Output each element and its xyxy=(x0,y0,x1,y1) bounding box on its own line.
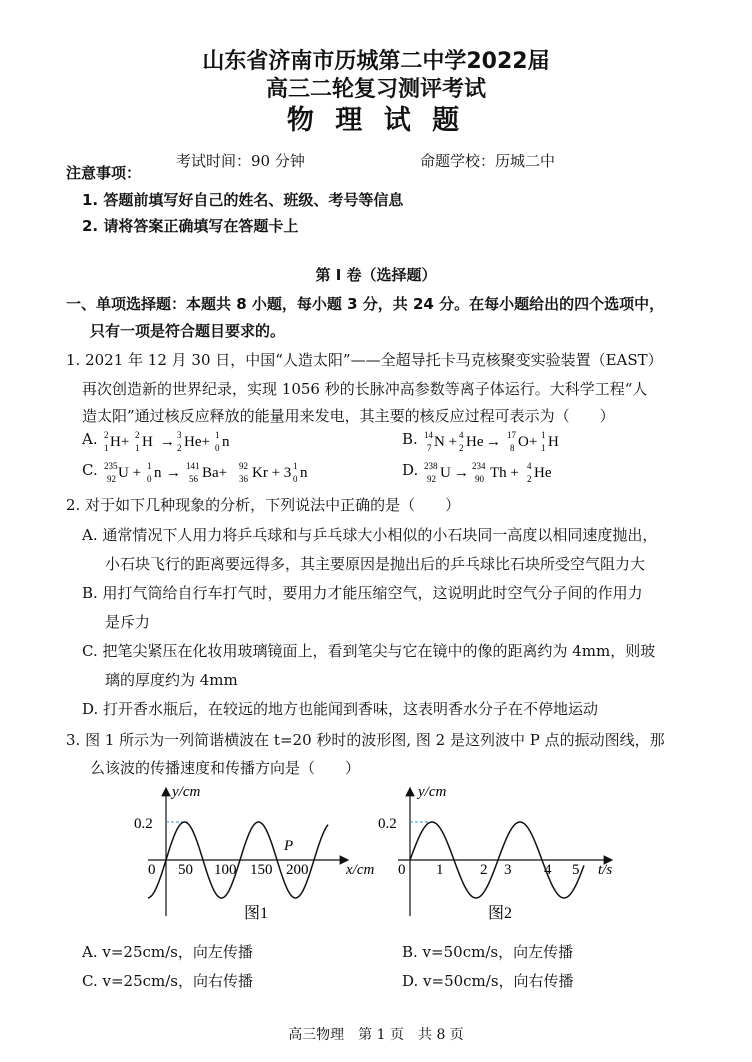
exam-time: 考试时间：90 分钟 xyxy=(176,152,305,170)
fig2-ylabel: y/cm xyxy=(418,784,447,800)
q1-stem-2: 再次创造新的世界纪录，实现 1056 秒的长脉冲高参数等离子体运行。大科学工程“人 xyxy=(82,380,648,398)
svg-text:1: 1 xyxy=(293,461,298,471)
svg-text:92: 92 xyxy=(107,474,116,484)
q3-option-a[interactable]: A. v=25cm/s，向左传播 xyxy=(82,943,253,961)
svg-text:O+: O+ xyxy=(518,434,538,450)
svg-text:→: → xyxy=(486,434,501,450)
subject-title: 物 理 试 题 xyxy=(286,105,466,136)
svg-text:U +: U + xyxy=(118,465,142,481)
q2-option-b-cont: 是斥力 xyxy=(105,613,151,631)
fig1-xlabel: x/cm xyxy=(346,862,375,878)
q3-option-c[interactable]: C. v=25cm/s，向右传播 xyxy=(82,972,253,990)
fig2-caption: 图2 xyxy=(488,905,513,922)
q3-stem: 3. 图 1 所示为一列简谐横波在 t=20 秒时的波形图, 图 2 是这列波中 P 点的振动图线，那 xyxy=(66,731,665,749)
fig1-tick-150: 150 xyxy=(250,862,273,878)
fig1-caption: 图1 xyxy=(244,905,269,922)
page-footer: 高三物理 第 1 页 共 8 页 xyxy=(288,1027,464,1043)
svg-text:0: 0 xyxy=(293,474,298,484)
svg-text:Kr + 3: Kr + 3 xyxy=(252,465,292,481)
q2-option-d[interactable]: D. 打开香水瓶后，在较远的地方也能闻到香味，这表明香水分子在不停地运动 xyxy=(82,700,599,718)
q1-option-b-label: B. xyxy=(402,430,418,448)
q1-option-b[interactable] xyxy=(402,430,418,448)
svg-text:H: H xyxy=(548,434,559,450)
svg-text:0: 0 xyxy=(147,474,152,484)
fig1-point-p: P xyxy=(284,838,294,854)
q3-stem-2: 么该波的传播速度和传播方向是（ ） xyxy=(90,759,361,777)
fig1-tick-200: 200 xyxy=(286,862,309,878)
svg-text:141: 141 xyxy=(186,461,200,471)
svg-text:1: 1 xyxy=(541,430,546,440)
q2-option-a-cont: 小石块飞行的距离要远得多，其主要原因是抛出后的乒乓球比石块所受空气阻力大 xyxy=(105,555,646,573)
svg-text:1: 1 xyxy=(147,461,152,471)
svg-text:36: 36 xyxy=(239,474,248,484)
svg-text:Th +: Th + xyxy=(490,465,519,481)
svg-text:2: 2 xyxy=(527,474,532,484)
svg-text:→: → xyxy=(160,434,175,450)
q1-option-c[interactable] xyxy=(82,461,98,479)
fig2-xlabel: t/s xyxy=(598,862,613,878)
fig1-ylabel: y/cm xyxy=(172,784,201,800)
svg-text:14: 14 xyxy=(424,430,433,440)
svg-text:He: He xyxy=(534,465,552,481)
figure-1-wave-graph xyxy=(128,776,398,936)
svg-text:235: 235 xyxy=(104,461,118,471)
svg-text:90: 90 xyxy=(475,474,484,484)
q3-option-d[interactable]: D. v=50cm/s，向右传播 xyxy=(402,972,574,990)
svg-text:3: 3 xyxy=(177,430,182,440)
svg-text:n: n xyxy=(154,465,162,481)
volume-heading: 第 I 卷（选择题） xyxy=(315,266,437,284)
q2-stem: 2. 对于如下几种现象的分析，下列说法中正确的是（ ） xyxy=(66,496,461,514)
svg-text:2: 2 xyxy=(459,443,464,453)
svg-text:238: 238 xyxy=(424,461,438,471)
svg-text:2: 2 xyxy=(135,430,140,440)
fig1-origin: 0 xyxy=(148,862,156,878)
q1-option-c-label: C. xyxy=(82,461,98,479)
svg-text:→: → xyxy=(166,465,181,481)
svg-text:56: 56 xyxy=(189,474,198,484)
svg-text:8: 8 xyxy=(510,443,515,453)
figure-2-vibration-graph xyxy=(376,776,626,936)
q1-stem: 1. 2021 年 12 月 30 日，中国“人造太阳”——全超导托卡马克核聚变实验装置（EAST） xyxy=(66,351,663,369)
q1-stem-3: 造太阳”通过核反应释放的能量用来发电，其主要的核反应过程可表示为（ ） xyxy=(82,407,615,425)
paper-title: 山东省济南市历城第二中学2022届 xyxy=(202,49,550,74)
svg-text:2: 2 xyxy=(177,443,182,453)
fig2-tick-3: 3 xyxy=(504,862,512,878)
fig2-tick-4: 4 xyxy=(544,862,552,878)
q3-option-b[interactable]: B. v=50cm/s，向左传播 xyxy=(402,943,574,961)
fig2-tick-5: 5 xyxy=(572,862,580,878)
fig1-amp-label: 0.2 xyxy=(134,816,153,832)
q2-option-a[interactable]: A. 通常情况下人用力将乒乓球和与乒乓球大小相似的小石块同一高度以相同速度抛出， xyxy=(82,526,658,544)
notice-heading: 注意事项： xyxy=(66,164,142,182)
svg-text:He: He xyxy=(466,434,484,450)
q1-option-b-equation xyxy=(424,428,624,454)
q1-option-c-equation xyxy=(104,459,344,485)
svg-text:H+: H+ xyxy=(110,434,130,450)
svg-text:7: 7 xyxy=(427,443,432,453)
fig1-tick-50: 50 xyxy=(178,862,193,878)
svg-text:1: 1 xyxy=(135,443,140,453)
q2-option-c-cont: 璃的厚度约为 4mm xyxy=(105,671,238,689)
q1-option-a-label: A. xyxy=(82,430,98,448)
fig1-tick-100: 100 xyxy=(214,862,237,878)
svg-text:0: 0 xyxy=(215,443,220,453)
q1-option-a[interactable] xyxy=(82,430,98,448)
q1-option-a-equation xyxy=(104,428,264,454)
svg-text:n: n xyxy=(300,465,308,481)
svg-text:Ba+: Ba+ xyxy=(202,465,228,481)
part1-instruction-2: 只有一项是符合题目要求的。 xyxy=(90,322,286,340)
svg-text:He+: He+ xyxy=(184,434,210,450)
notice-item-1: 1. 答题前填写好自己的姓名、班级、考号等信息 xyxy=(82,191,404,209)
svg-text:H: H xyxy=(142,434,153,450)
paper-title-line2: 高三二轮复习测评考试 xyxy=(265,77,486,102)
q2-option-c[interactable]: C. 把笔尖紧压在化妆用玻璃镜面上，看到笔尖与它在镜中的像的距离约为 4mm，则玻 xyxy=(82,642,656,660)
svg-text:17: 17 xyxy=(507,430,516,440)
svg-text:n: n xyxy=(222,434,230,450)
q2-option-b[interactable]: B. 用打气筒给自行车打气时，要用力才能压缩空气，这说明此时空气分子间的作用力 xyxy=(82,584,643,602)
svg-text:92: 92 xyxy=(239,461,248,471)
svg-text:4: 4 xyxy=(459,430,464,440)
svg-text:U: U xyxy=(440,465,451,481)
svg-text:2: 2 xyxy=(104,430,109,440)
svg-text:1: 1 xyxy=(104,443,109,453)
svg-text:234: 234 xyxy=(472,461,486,471)
svg-text:4: 4 xyxy=(527,461,532,471)
exam-school: 命题学校：历城二中 xyxy=(420,152,556,170)
svg-text:92: 92 xyxy=(427,474,436,484)
svg-text:→: → xyxy=(454,465,469,481)
svg-text:N +: N + xyxy=(434,434,458,450)
fig2-tick-1: 1 xyxy=(436,862,444,878)
q1-option-d-equation xyxy=(424,459,604,485)
svg-text:1: 1 xyxy=(541,443,546,453)
q1-option-d-label: D. xyxy=(402,461,419,479)
svg-text:1: 1 xyxy=(215,430,220,440)
fig2-origin: 0 xyxy=(398,862,406,878)
fig2-amp-label: 0.2 xyxy=(378,816,397,832)
q1-option-d[interactable] xyxy=(402,461,418,479)
fig2-tick-2: 2 xyxy=(480,862,488,878)
part1-instruction: 一、单项选择题：本题共 8 小题，每小题 3 分，共 24 分。在每小题给出的四个选项中， xyxy=(66,295,665,313)
notice-item-2: 2. 请将答案正确填写在答题卡上 xyxy=(82,217,299,235)
